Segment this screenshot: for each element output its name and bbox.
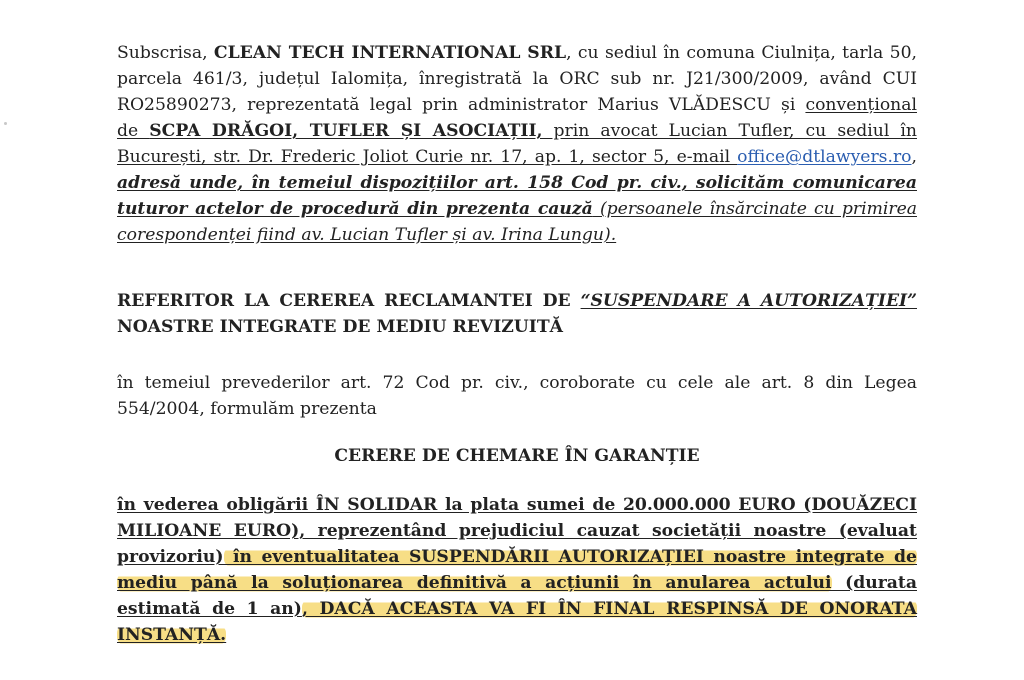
highlight-1: în eventualitatea SUSPENDĂRII AUTORIZAȚIEI noastre integrate de: [223, 547, 917, 567]
para2-line-1: în temeiul prevederilor art. 72 Cod pr. civ., coroborate cu cele ale art. 8 din Legea: [117, 373, 917, 393]
para1-line-8: corespondenței fiind av. Lucian Tufler și av. Irina Lungu).: [117, 225, 617, 245]
para3-line-5: estimată de 1 an), DACĂ ACEASTA VA FI ÎN FINAL RESPINSĂ DE ONORATA: [117, 599, 917, 619]
para3-line-1: în vederea obligării ÎN SOLIDAR la plata sumei de 20.000.000 EURO (DOUĂZECI: [117, 495, 917, 515]
para1-line-7: tuturor actelor de procedură din prezenta cauză (persoanele însărcinate cu primirea: [117, 199, 917, 219]
highlight-2: mediu până la soluționarea definitivă a acțiunii în anularea actului: [117, 573, 832, 593]
heading-line-2: NOASTRE INTEGRATE DE MEDIU REVIZUITĂ: [117, 317, 563, 337]
scan-dot: [4, 122, 7, 125]
highlight-3: , DACĂ ACEASTA VA FI ÎN FINAL RESPINSĂ DE ONORATA: [301, 599, 917, 619]
highlight-4: INSTANȚĂ.: [117, 625, 227, 645]
para1-line-1: Subscrisa, CLEAN TECH INTERNATIONAL SRL, cu sediul în comuna Ciulnița, tarla 50,: [117, 43, 918, 63]
company-name: CLEAN TECH INTERNATIONAL SRL: [213, 43, 567, 63]
heading-line-1: REFERITOR LA CEREREA RECLAMANTEI DE “SUSPENDARE A AUTORIZAȚIEI”: [117, 291, 917, 311]
para2-line-2: 554/2004, formulăm prezenta: [117, 399, 377, 419]
claim-paragraph: [117, 492, 917, 648]
subject-heading: [117, 288, 917, 340]
document-title: CERERE DE CHEMARE ÎN GARANȚIE: [334, 446, 700, 466]
para1-line-6: adresă unde, în temeiul dispozițiilor art. 158 Cod pr. civ., solicităm comunicarea: [117, 173, 917, 193]
para1-line-4: de SCPA DRĂGOI, TUFLER ȘI ASOCIAȚII, prin avocat Lucian Tufler, cu sediul în: [117, 121, 918, 141]
para1-line-2: parcela 461/3, județul Ialomița, înregistrată la ORC sub nr. J21/300/2009, având CUI: [117, 69, 917, 89]
para1-line-5: București, str. Dr. Frederic Joliot Curie nr. 17, ap. 1, sector 5, e-mail office@dtlawyers.ro,: [117, 147, 917, 167]
email-link[interactable]: office@dtlawyers.ro: [737, 147, 912, 167]
legal-basis-paragraph: [117, 370, 917, 422]
para3-line-3: provizoriu) în eventualitatea SUSPENDĂRII AUTORIZAȚIEI noastre integrate de: [117, 547, 917, 567]
party-identification-paragraph: [117, 40, 917, 248]
para3-line-6: [117, 622, 917, 648]
para1-line-3: RO25890273, reprezentată legal prin administrator Marius VLĂDESCU și convențional: [117, 95, 917, 115]
para3-line-2: MILIOANE EURO), reprezentând prejudiciul cauzat societății noastre (evaluat: [117, 521, 917, 541]
law-firm-name: SCPA DRĂGOI, TUFLER ȘI ASOCIAȚII,: [149, 121, 543, 141]
para3-line-4: mediu până la soluționarea definitivă a acțiunii în anularea actului (durata: [117, 573, 917, 593]
